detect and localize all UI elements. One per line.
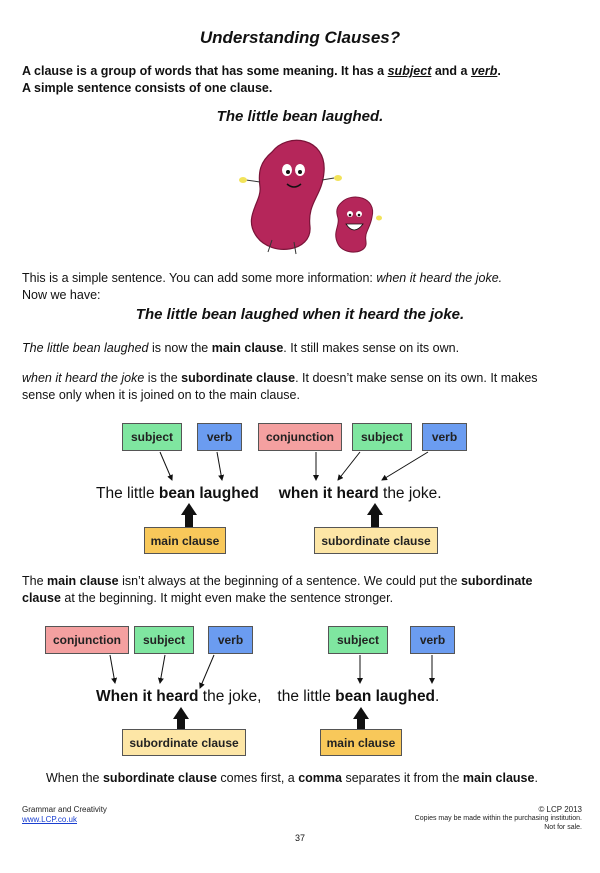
intro-line2: A simple sentence consists of one clause. [22, 81, 273, 95]
d1-text-1: The little [96, 485, 159, 502]
diagram2-verb-box: verb [208, 626, 253, 654]
page-number: 37 [294, 833, 305, 843]
diagram2-subject2-box: subject [328, 626, 388, 654]
main-clause-term: main clause [211, 341, 284, 355]
d1-sub-bold: when it heard [278, 485, 379, 502]
intro-and: and a [431, 64, 471, 78]
d2-sub-bold: When it heard [96, 688, 199, 705]
diagram1-verb2-box: verb [422, 423, 467, 451]
para4-text: The [22, 574, 48, 588]
diagram2-verb2-box: verb [410, 626, 455, 654]
d2-text-2: the little [277, 688, 336, 705]
diagram2-conjunction-box: conjunction [45, 626, 129, 654]
subordinate-clause-term: subordinate clause [181, 371, 296, 385]
diagram2-subordinate-clause-box: subordinate clause [122, 729, 246, 756]
para3-text-mid: . It doesn’t make sense on its own. It makes [295, 371, 538, 385]
paragraph-4 [22, 573, 578, 607]
para4-clause: clause [22, 591, 61, 605]
para1-text: This is a simple sentence. You can add some more information: [22, 271, 377, 285]
para1-italic: when it heard the joke. [376, 271, 503, 285]
footer-left-title: Grammar and Creativity [22, 805, 107, 814]
diagram1-sentence [96, 485, 442, 503]
diagram1-verb-box: verb [197, 423, 242, 451]
para5-text: When the [46, 771, 103, 785]
para5-comma: comma [298, 771, 342, 785]
diagram1-conjunction-box: conjunction [258, 423, 342, 451]
paragraph-5 [46, 771, 538, 785]
diagram2-up-arrows [173, 707, 369, 731]
footer-not-for-sale: Not for sale. [544, 824, 582, 831]
intro-text: A clause is a group of words that has some meaning. It has a [22, 64, 388, 78]
diagram2-main-clause-box: main clause [320, 729, 402, 756]
diagram1-subject-box: subject [122, 423, 182, 451]
d1-main-bold: bean laughed [158, 485, 259, 502]
verb-term: verb [470, 64, 498, 78]
paragraph-1b: Now we have: [22, 288, 101, 302]
para2-text-end: . It still makes sense on its own. [283, 341, 460, 355]
para4-main-clause: main clause [47, 574, 119, 588]
diagram1-main-clause-box: main clause [144, 527, 226, 554]
para4-text-end: at the beginning. It might even make the sentence stronger. [60, 591, 394, 605]
para5-period: . [534, 771, 538, 785]
para2-italic: The little bean laughed [22, 341, 149, 355]
para4-text-mid: isn’t always at the beginning of a sentence. We could put the [118, 574, 461, 588]
d1-text-2: the joke. [378, 485, 442, 502]
diagram1-pointer-arrows [160, 452, 428, 480]
paragraph-3b: sense only when it is joined on to the main clause. [22, 388, 300, 402]
para5-subordinate: subordinate clause [102, 771, 217, 785]
para5-text-2: comes first, a [216, 771, 299, 785]
diagram1-subject2-box: subject [352, 423, 412, 451]
intro-dot: . [497, 64, 501, 78]
diagram2-subject-box: subject [134, 626, 194, 654]
para5-text-3: separates it from the [341, 771, 463, 785]
footer-link[interactable]: www.LCP.co.uk [22, 815, 77, 824]
example-sentence-2: The little bean laughed when it heard the joke. [135, 306, 465, 323]
para2-text: is now the [148, 341, 212, 355]
d2-text-1: the joke, [198, 688, 262, 705]
example-sentence-1: The little bean laughed. [216, 108, 384, 125]
d2-period: . [435, 688, 440, 705]
diagram2-pointer-arrows [110, 655, 432, 688]
page-title: Understanding Clauses? [199, 28, 401, 47]
para3-text: is the [144, 371, 182, 385]
para4-subordinate: subordinate [460, 574, 533, 588]
diagram2-sentence [96, 688, 439, 706]
para5-main-clause: main clause [462, 771, 535, 785]
subject-term: subject [387, 64, 432, 78]
para3-italic: when it heard the joke [22, 371, 145, 385]
footer-copyright: © LCP 2013 [538, 805, 582, 814]
d2-main-bold: bean laughed [335, 688, 436, 705]
diagram1-subordinate-clause-box: subordinate clause [314, 527, 438, 554]
diagram1-up-arrows [181, 503, 383, 527]
footer-copy-note: Copies may be made within the purchasing institution. [414, 815, 582, 822]
